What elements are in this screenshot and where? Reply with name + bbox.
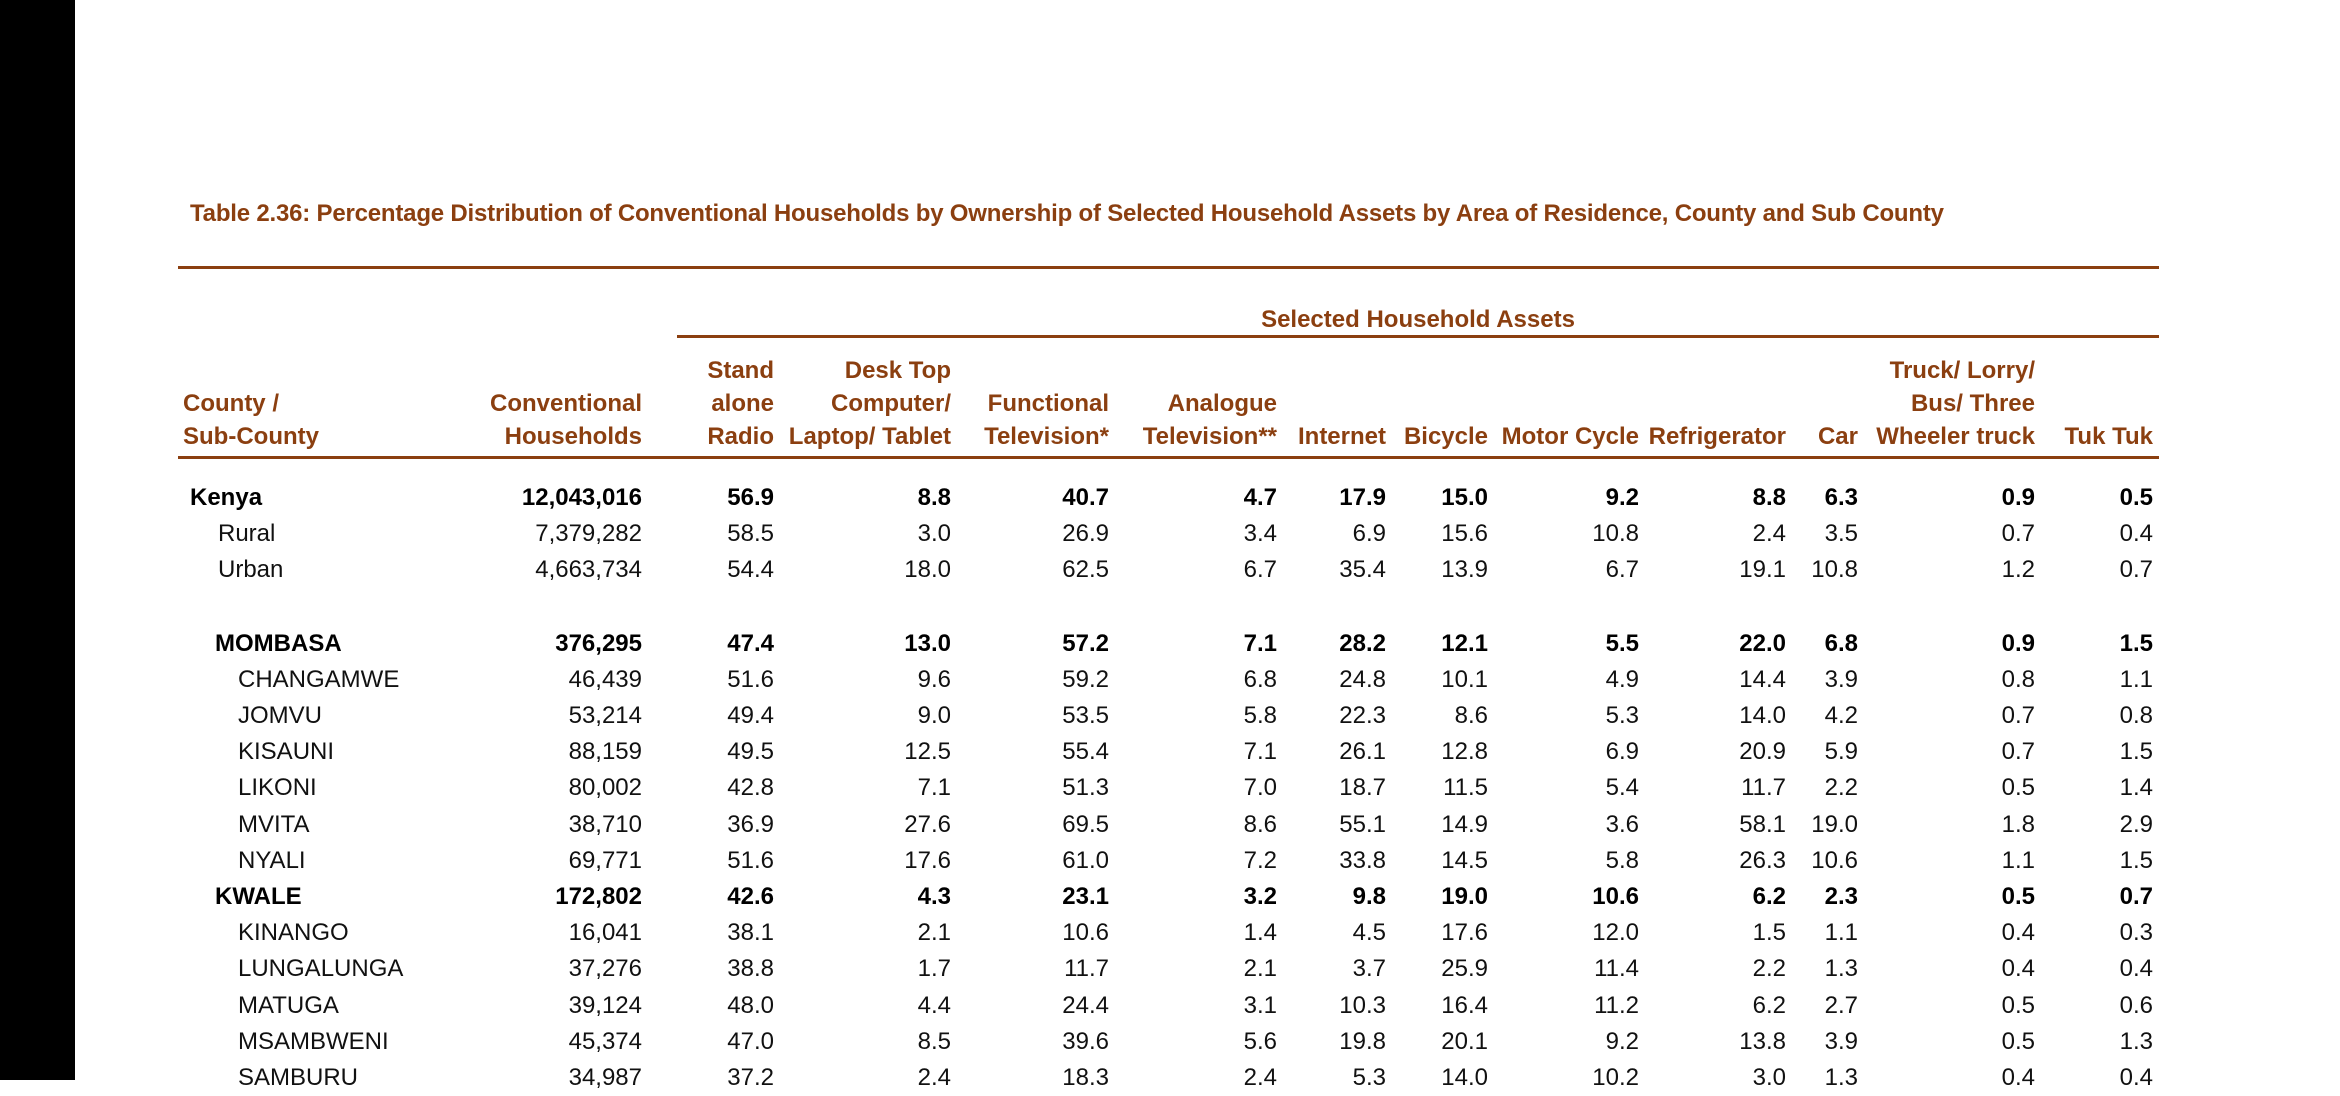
table-row	[0, 1060, 2340, 1096]
cell-car: 1.3	[1824, 955, 1858, 983]
header-fridge-line: Refrigerator	[1648, 423, 1786, 450]
cell-bicycle: 15.0	[1441, 484, 1488, 511]
cell-motorcycle: 4.9	[1605, 665, 1639, 693]
header-computer-line: Desk Top	[844, 357, 951, 384]
table-row	[0, 807, 2340, 843]
header-radio-line: Radio	[707, 423, 774, 450]
cell-tv: 40.7	[1062, 484, 1109, 511]
cell-tuktuk: 2.9	[2119, 810, 2153, 838]
cell-tv: 61.0	[1062, 846, 1109, 874]
cell-tuktuk: 0.4	[2119, 1064, 2153, 1091]
cell-tv: 53.5	[1062, 702, 1109, 729]
table-row	[0, 770, 2340, 806]
header-radio-line: Stand	[707, 357, 774, 384]
cell-tv: 51.3	[1062, 774, 1109, 802]
cell-motorcycle: 11.2	[1594, 991, 1639, 1019]
cell-analogue: 4.7	[1243, 484, 1277, 511]
cell-car: 3.9	[1824, 1027, 1858, 1055]
table-title: Table 2.36: Percentage Distribution of Conventional Households by Ownership of Selected Household Assets by Area of Residence, County and Sub County	[190, 200, 1944, 227]
cell-truck: 0.7	[2001, 520, 2035, 548]
cell-tuktuk: 0.3	[2119, 919, 2153, 947]
cell-motorcycle: 11.4	[1594, 955, 1639, 983]
cell-internet: 22.3	[1339, 702, 1386, 729]
cell-internet: 19.8	[1339, 1027, 1386, 1055]
cell-truck: 0.8	[2001, 665, 2035, 693]
cell-bicycle: 10.1	[1441, 665, 1488, 693]
cell-motorcycle: 3.6	[1605, 810, 1639, 838]
cell-households: 16,041	[568, 919, 642, 947]
cell-tv: 26.9	[1062, 520, 1109, 548]
cell-internet: 26.1	[1339, 738, 1386, 766]
header-internet-line: Internet	[1297, 423, 1386, 450]
cell-internet: 55.1	[1339, 810, 1386, 838]
header-bottom-rule	[178, 456, 2159, 459]
table-row	[0, 552, 2340, 588]
cell-fridge: 1.5	[1752, 919, 1786, 947]
cell-car: 6.8	[1824, 629, 1858, 657]
cell-internet: 9.8	[1352, 883, 1386, 910]
cell-truck: 1.1	[2001, 846, 2035, 874]
cell-fridge: 6.2	[1752, 883, 1786, 910]
header-truck-line: Truck/ Lorry/	[1889, 357, 2035, 384]
table-row	[0, 988, 2340, 1024]
cell-computer: 7.1	[917, 774, 951, 802]
cell-tuktuk: 1.1	[2119, 665, 2153, 693]
cell-analogue: 1.4	[1243, 919, 1277, 947]
cell-fridge: 6.2	[1752, 991, 1786, 1019]
cell-radio: 47.4	[727, 629, 774, 657]
header-households-line: Households	[504, 423, 642, 450]
cell-households: 34,987	[568, 1064, 642, 1091]
row-label: Urban	[218, 556, 284, 584]
cell-households: 7,379,282	[535, 520, 642, 548]
header-tv-line: Functional	[987, 390, 1109, 417]
cell-car: 2.7	[1824, 991, 1858, 1019]
cell-radio: 38.1	[727, 919, 774, 947]
cell-internet: 24.8	[1339, 665, 1386, 693]
row-label: Rural	[218, 520, 276, 548]
cell-car: 4.2	[1824, 702, 1858, 729]
cell-computer: 9.6	[917, 665, 951, 693]
cell-tv: 59.2	[1062, 665, 1109, 693]
cell-tuktuk: 0.5	[2119, 484, 2153, 511]
cell-analogue: 2.1	[1243, 955, 1277, 983]
row-label: CHANGAMWE	[238, 665, 400, 693]
cell-internet: 10.3	[1339, 991, 1386, 1019]
cell-bicycle: 17.6	[1441, 919, 1488, 947]
cell-households: 4,663,734	[535, 556, 642, 584]
cell-radio: 48.0	[727, 991, 774, 1019]
cell-bicycle: 14.0	[1441, 1064, 1488, 1091]
cell-radio: 56.9	[727, 484, 774, 511]
cell-tuktuk: 1.5	[2119, 738, 2153, 766]
header-bicycle-line: Bicycle	[1403, 423, 1488, 450]
cell-truck: 0.4	[2001, 955, 2035, 983]
cell-tv: 18.3	[1062, 1064, 1109, 1091]
cell-tv: 39.6	[1062, 1027, 1109, 1055]
header-county-line: County /	[183, 390, 279, 417]
row-label: KISAUNI	[238, 738, 335, 766]
cell-analogue: 5.6	[1243, 1027, 1277, 1055]
cell-computer: 4.4	[917, 991, 951, 1019]
cell-analogue: 6.8	[1243, 665, 1277, 693]
cell-fridge: 20.9	[1739, 738, 1786, 766]
cell-motorcycle: 6.7	[1605, 556, 1639, 584]
cell-computer: 8.8	[917, 484, 951, 511]
header-analogue-line: Analogue	[1167, 390, 1277, 417]
cell-motorcycle: 12.0	[1592, 919, 1639, 947]
cell-bicycle: 20.1	[1441, 1027, 1488, 1055]
cell-truck: 0.5	[2001, 991, 2035, 1019]
cell-households: 45,374	[568, 1027, 642, 1055]
header-analogue-line: Television**	[1142, 423, 1277, 450]
cell-internet: 4.5	[1352, 919, 1386, 947]
header-truck-line: Wheeler truck	[1876, 423, 2035, 450]
cell-computer: 2.4	[917, 1064, 951, 1091]
cell-car: 19.0	[1811, 810, 1858, 838]
row-label: Kenya	[190, 484, 263, 511]
cell-fridge: 3.0	[1752, 1064, 1786, 1091]
table-row	[0, 480, 2340, 516]
header-county	[183, 387, 319, 453]
table-row	[0, 843, 2340, 879]
cell-computer: 18.0	[904, 556, 951, 584]
cell-bicycle: 14.5	[1441, 846, 1488, 874]
cell-analogue: 7.1	[1243, 738, 1277, 766]
cell-computer: 2.1	[917, 919, 951, 947]
cell-tuktuk: 0.7	[2119, 556, 2153, 584]
cell-analogue: 2.4	[1243, 1064, 1277, 1091]
cell-motorcycle: 5.8	[1605, 846, 1639, 874]
cell-radio: 38.8	[727, 955, 774, 983]
cell-households: 37,276	[568, 955, 642, 983]
cell-households: 53,214	[568, 702, 642, 729]
row-label: NYALI	[238, 846, 306, 874]
cell-fridge: 13.8	[1739, 1027, 1786, 1055]
header-computer-line: Laptop/ Tablet	[788, 423, 951, 450]
cell-internet: 35.4	[1339, 556, 1386, 584]
row-label: MVITA	[238, 810, 310, 838]
cell-car: 2.2	[1824, 774, 1858, 802]
cell-tuktuk: 1.5	[2119, 846, 2153, 874]
header-tuktuk-line: Tuk Tuk	[2064, 423, 2153, 450]
cell-fridge: 22.0	[1739, 629, 1786, 657]
cell-fridge: 2.4	[1752, 520, 1786, 548]
cell-car: 3.9	[1824, 665, 1858, 693]
top-rule	[178, 266, 2159, 269]
table-row	[0, 1024, 2340, 1060]
table-row	[0, 951, 2340, 987]
cell-car: 6.3	[1824, 484, 1858, 511]
cell-radio: 49.5	[727, 738, 774, 766]
cell-tv: 62.5	[1062, 556, 1109, 584]
row-label: LUNGALUNGA	[238, 955, 404, 983]
cell-truck: 1.8	[2001, 810, 2035, 838]
cell-car: 1.3	[1824, 1064, 1858, 1091]
cell-households: 39,124	[568, 991, 642, 1019]
row-label: JOMVU	[238, 702, 322, 729]
cell-internet: 3.7	[1352, 955, 1386, 983]
cell-car: 10.6	[1811, 846, 1858, 874]
cell-tv: 69.5	[1062, 810, 1109, 838]
cell-tv: 57.2	[1062, 629, 1109, 657]
row-label: SAMBURU	[238, 1064, 359, 1091]
cell-bicycle: 14.9	[1441, 810, 1488, 838]
cell-truck: 0.5	[2001, 774, 2035, 802]
cell-tv: 24.4	[1062, 991, 1109, 1019]
cell-computer: 12.5	[904, 738, 951, 766]
cell-households: 12,043,016	[521, 484, 642, 511]
cell-bicycle: 11.5	[1443, 774, 1488, 802]
header-tuktuk	[1853, 420, 2153, 453]
header-car-line: Car	[1817, 423, 1858, 450]
cell-analogue: 3.4	[1243, 520, 1277, 548]
cell-bicycle: 25.9	[1441, 955, 1488, 983]
table-row	[0, 915, 2340, 951]
cell-households: 80,002	[568, 774, 642, 802]
cell-radio: 51.6	[727, 846, 774, 874]
header-county-line: Sub-County	[183, 423, 319, 450]
row-label: KINANGO	[238, 919, 349, 947]
cell-radio: 37.2	[727, 1064, 774, 1091]
cell-motorcycle: 5.4	[1605, 774, 1639, 802]
cell-computer: 9.0	[917, 702, 951, 729]
cell-tv: 55.4	[1062, 738, 1109, 766]
cell-radio: 51.6	[727, 665, 774, 693]
cell-motorcycle: 10.8	[1592, 520, 1639, 548]
cell-motorcycle: 10.2	[1592, 1064, 1639, 1091]
cell-bicycle: 19.0	[1441, 883, 1488, 910]
table-row	[0, 734, 2340, 770]
cell-truck: 0.7	[2001, 702, 2035, 729]
cell-tuktuk: 0.8	[2119, 702, 2153, 729]
cell-tuktuk: 1.3	[2119, 1027, 2153, 1055]
cell-analogue: 6.7	[1243, 556, 1277, 584]
cell-truck: 0.9	[2001, 629, 2035, 657]
cell-fridge: 19.1	[1739, 556, 1786, 584]
table-row	[0, 516, 2340, 552]
row-label: LIKONI	[238, 774, 317, 802]
cell-bicycle: 12.8	[1441, 738, 1488, 766]
cell-households: 69,771	[568, 846, 642, 874]
cell-bicycle: 8.6	[1454, 702, 1488, 729]
cell-analogue: 8.6	[1243, 810, 1277, 838]
cell-radio: 47.0	[727, 1027, 774, 1055]
cell-computer: 3.0	[917, 520, 951, 548]
cell-fridge: 26.3	[1739, 846, 1786, 874]
cell-internet: 17.9	[1339, 484, 1386, 511]
cell-analogue: 7.1	[1243, 629, 1277, 657]
cell-fridge: 2.2	[1752, 955, 1786, 983]
cell-tuktuk: 0.4	[2119, 955, 2153, 983]
cell-truck: 0.7	[2001, 738, 2035, 766]
header-radio-line: alone	[711, 390, 774, 417]
cell-computer: 1.7	[917, 955, 951, 983]
cell-truck: 0.5	[2001, 883, 2035, 910]
cell-households: 46,439	[568, 665, 642, 693]
cell-tuktuk: 1.5	[2119, 629, 2153, 657]
cell-bicycle: 13.9	[1441, 556, 1488, 584]
cell-radio: 36.9	[727, 810, 774, 838]
cell-truck: 0.5	[2001, 1027, 2035, 1055]
cell-internet: 33.8	[1339, 846, 1386, 874]
row-label: MATUGA	[238, 991, 339, 1019]
cell-motorcycle: 6.9	[1605, 738, 1639, 766]
cell-tuktuk: 0.7	[2119, 883, 2153, 910]
table-row	[0, 662, 2340, 698]
cell-households: 38,710	[568, 810, 642, 838]
cell-internet: 18.7	[1339, 774, 1386, 802]
cell-tuktuk: 0.4	[2119, 520, 2153, 548]
header-truck-line: Bus/ Three	[1910, 390, 2035, 417]
cell-tv: 11.7	[1064, 955, 1109, 983]
cell-car: 2.3	[1824, 883, 1858, 910]
cell-households: 88,159	[568, 738, 642, 766]
cell-households: 376,295	[555, 629, 642, 657]
cell-tuktuk: 0.6	[2119, 991, 2153, 1019]
cell-motorcycle: 10.6	[1592, 883, 1639, 910]
table-row	[0, 626, 2340, 662]
cell-radio: 42.8	[727, 774, 774, 802]
cell-computer: 27.6	[904, 810, 951, 838]
cell-truck: 0.4	[2001, 919, 2035, 947]
cell-car: 5.9	[1824, 738, 1858, 766]
cell-analogue: 3.2	[1243, 883, 1277, 910]
cell-fridge: 8.8	[1752, 484, 1786, 511]
cell-analogue: 7.0	[1243, 774, 1277, 802]
cell-tv: 10.6	[1062, 919, 1109, 947]
cell-car: 10.8	[1811, 556, 1858, 584]
cell-computer: 4.3	[917, 883, 951, 910]
cell-analogue: 5.8	[1243, 702, 1277, 729]
cell-internet: 28.2	[1339, 629, 1386, 657]
cell-computer: 17.6	[904, 846, 951, 874]
row-label: MOMBASA	[215, 629, 342, 657]
cell-truck: 0.4	[2001, 1064, 2035, 1091]
cell-motorcycle: 5.3	[1605, 702, 1639, 729]
group-header: Selected Household Assets	[1261, 306, 1575, 333]
cell-analogue: 7.2	[1243, 846, 1277, 874]
cell-tv: 23.1	[1062, 883, 1109, 910]
cell-truck: 0.9	[2001, 484, 2035, 511]
cell-bicycle: 12.1	[1441, 629, 1488, 657]
cell-radio: 49.4	[727, 702, 774, 729]
cell-motorcycle: 5.5	[1605, 629, 1639, 657]
table-row	[0, 879, 2340, 915]
cell-bicycle: 16.4	[1441, 991, 1488, 1019]
cell-fridge: 11.7	[1741, 774, 1786, 802]
cell-computer: 8.5	[917, 1027, 951, 1055]
cell-car: 1.1	[1824, 919, 1858, 947]
header-tv-line: Television*	[984, 423, 1109, 450]
cell-fridge: 58.1	[1739, 810, 1786, 838]
row-label: KWALE	[215, 883, 302, 910]
cell-truck: 1.2	[2001, 556, 2035, 584]
cell-households: 172,802	[555, 883, 642, 910]
cell-analogue: 3.1	[1243, 991, 1277, 1019]
header-computer-line: Computer/	[831, 390, 951, 417]
cell-tuktuk: 1.4	[2119, 774, 2153, 802]
cell-car: 3.5	[1824, 520, 1858, 548]
cell-bicycle: 15.6	[1441, 520, 1488, 548]
header-households-line: Conventional	[489, 390, 642, 417]
cell-radio: 54.4	[727, 556, 774, 584]
table-row	[0, 698, 2340, 734]
cell-radio: 42.6	[727, 883, 774, 910]
row-label: MSAMBWENI	[238, 1027, 389, 1055]
cell-motorcycle: 9.2	[1605, 484, 1639, 511]
header-motorcycle-line: Motor Cycle	[1501, 423, 1639, 450]
cell-fridge: 14.0	[1739, 702, 1786, 729]
cell-internet: 6.9	[1352, 520, 1386, 548]
cell-motorcycle: 9.2	[1605, 1027, 1639, 1055]
group-header-rule	[677, 335, 2159, 338]
cell-radio: 58.5	[727, 520, 774, 548]
cell-internet: 5.3	[1352, 1064, 1386, 1091]
cell-computer: 13.0	[904, 629, 951, 657]
cell-fridge: 14.4	[1739, 665, 1786, 693]
